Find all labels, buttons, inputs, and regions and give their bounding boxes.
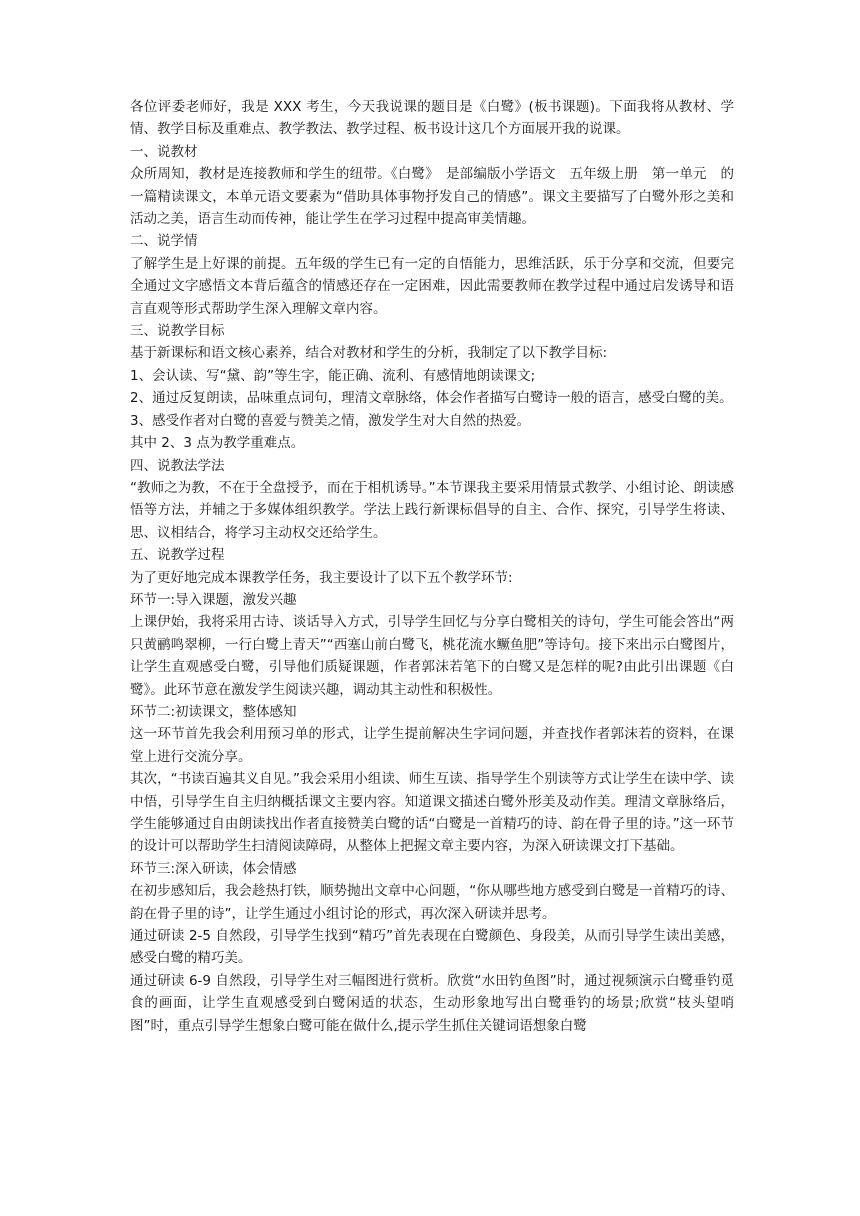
paragraph-step-2b: 其次，“书读百遍其义自见。”我会采用小组读、师生互读、指导学生个别读等方式让学生在读中学、读中悟，引导学生自主归纳概括课文主要内容。知道课文描述白鹭外形美及动作美。理清文章脉络后，学生能够通过自由朗读找出作者直接赞美白鹭的话“白鹭是一首精巧的诗、韵在骨子里的诗。”这一环节的设计可以帮助学生扫清阅读障碍，从整体上把握文章主要内容，为深入研读课文打下基础。	[130, 771, 734, 855]
section-heading-students: 二、说学情	[130, 233, 198, 250]
goal-item-1: 1、会认读、写“黛、韵”等生字，能正确、流利、有感情地朗读课文;	[130, 367, 536, 384]
paragraph-step-3a: 在初步感知后，我会趁热打铁，顺势抛出文章中心问题，“你从哪些地方感受到白鹭是一首精巧的诗、韵在骨子里的诗”，让学生通过小组讨论的形式，再次深入研读并思考。	[130, 883, 734, 922]
section-heading-methods: 四、说教法学法	[130, 457, 225, 474]
section-heading-process: 五、说教学过程	[130, 547, 225, 564]
section-heading-textbook: 一、说教材	[130, 143, 198, 160]
paragraph-step-1: 上课伊始，我将采用古诗、谈话导入方式，引导学生回忆与分享白鹭相关的诗句，学生可能会答出“两只黄鹂鸣翠柳，一行白鹭上青天”“西塞山前白鹭飞，桃花流水鳜鱼肥”等诗句。接下来出示白鹭图片，让学生直观感受白鹭，引导他们质疑课题，作者郭沫若笔下的白鹭又是怎样的呢?由此引出课题《白鹭》。此环节意在激发学生阅读兴趣，调动其主动性和积极性。	[130, 614, 734, 698]
paragraph-textbook: 众所周知，教材是连接教师和学生的纽带。《白鹭》 是部编版小学语文 五年级上册 第一单元 的一篇精读课文，本单元语文要素为“借助具体事物抒发自己的情感”。课文主要描写了白鹭外形之美和活动之美，语言生动而传神，能让学生在学习过程中提高审美情趣。	[130, 166, 734, 228]
step-heading-2: 环节二:初读课文，整体感知	[130, 703, 297, 720]
goal-item-2: 2、通过反复朗读，品味重点词句，理清文章脉络，体会作者描写白鹭诗一般的语言，感受白鹭的美。	[130, 390, 733, 407]
paragraph-students: 了解学生是上好课的前提。五年级的学生已有一定的自悟能力，思维活跃，乐于分享和交流，但要完全通过文字感悟文本背后蕴含的情感还存在一定困难，因此需要教师在教学过程中通过启发诱导和语言直观等形式帮助学生深入理解文章内容。	[130, 255, 734, 317]
paragraph-process-intro: 为了更好地完成本课教学任务，我主要设计了以下五个教学环节:	[130, 569, 513, 586]
document-body	[130, 96, 734, 1037]
paragraph-goals-intro: 基于新课标和语文核心素养，结合对教材和学生的分析，我制定了以下教学目标:	[130, 345, 608, 362]
paragraph-step-3b: 通过研读 2-5 自然段，引导学生找到“精巧”首先表现在白鹭颜色、身段美，从而引导学生读出美感，感受白鹭的精巧美。	[130, 928, 734, 967]
step-heading-1: 环节一:导入课题，激发兴趣	[130, 591, 297, 608]
paragraph-key-points: 其中 2、3 点为教学重难点。	[130, 435, 305, 452]
paragraph-step-2a: 这一环节首先我会利用预习单的形式，让学生提前解决生字词问题，并查找作者郭沫若的资料，在课堂上进行交流分享。	[130, 726, 734, 765]
goal-item-3: 3、感受作者对白鹭的喜爱与赞美之情，激发学生对大自然的热爱。	[130, 412, 531, 429]
paragraph-step-3c: 通过研读 6-9 自然段，引导学生对三幅图进行赏析。欣赏“水田钓鱼图”时，通过视频演示白鹭垂钓觅食的画面，让学生直观感受到白鹭闲适的状态，生动形象地写出白鹭垂钓的场景;欣赏“枝头望哨图”时，重点引导学生想象白鹭可能在做什么,提示学生抓住关键词语想象白鹭	[130, 972, 734, 1034]
section-heading-goals: 三、说教学目标	[130, 323, 225, 340]
intro-paragraph: 各位评委老师好，我是 XXX 考生，今天我说课的题目是《白鹭》(板书课题)。下面我将从教材、学情、教学目标及重难点、教学教法、教学过程、板书设计这几个方面展开我的说课。	[130, 99, 734, 138]
paragraph-methods: “教师之为教，不在于全盘授予，而在于相机诱导。”本节课我主要采用情景式教学、小组讨论、朗读感悟等方法，并辅之于多媒体组织教学。学法上践行新课标倡导的自主、合作、探究，引导学生将读、思、议相结合，将学习主动权交还给学生。	[130, 479, 734, 541]
step-heading-3: 环节三:深入研读，体会情感	[130, 860, 297, 877]
